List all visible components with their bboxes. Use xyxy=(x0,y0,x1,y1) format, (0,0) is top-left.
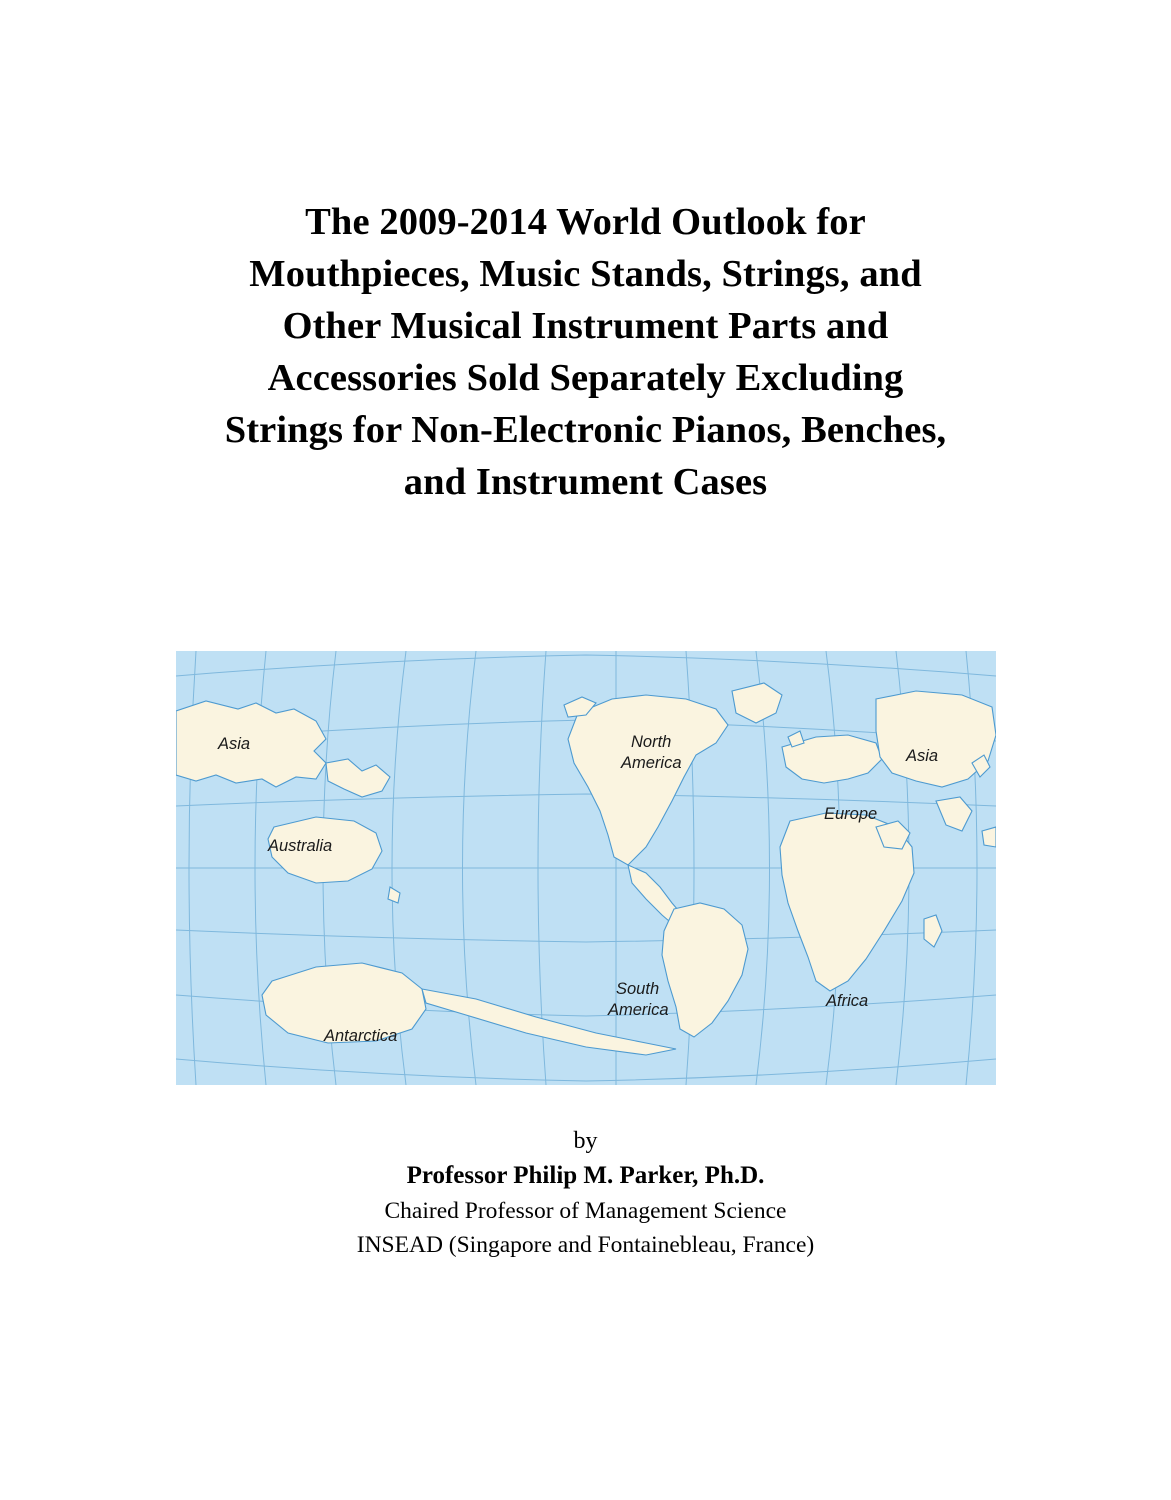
title-line-5: Strings for Non-Electronic Pianos, Benches, xyxy=(224,409,947,451)
title-line-2: Mouthpieces, Music Stands, Strings, and xyxy=(249,253,922,295)
map-label-south-america: America xyxy=(608,1001,669,1019)
byline-position: Chaired Professor of Management Science xyxy=(384,1198,787,1224)
title-line-6: and Instrument Cases xyxy=(403,461,768,503)
world-map-graphic xyxy=(176,651,996,1085)
map-label-north: North xyxy=(631,733,672,751)
byline-institution: INSEAD (Singapore and Fontainebleau, France) xyxy=(356,1232,815,1258)
map-label-north-america: America xyxy=(621,754,682,772)
map-label-antarctica: Antarctica xyxy=(324,1027,398,1045)
title-line-3: Other Musical Instrument Parts and xyxy=(282,305,889,347)
map-label-asia-west: Asia xyxy=(218,735,251,753)
byline xyxy=(120,1124,1051,1262)
map-label-asia-east: Asia xyxy=(906,747,939,765)
map-label-africa: Africa xyxy=(826,992,869,1010)
byline-by: by xyxy=(573,1128,598,1154)
title-line-4: Accessories Sold Separately Excluding xyxy=(267,357,904,399)
world-map-figure xyxy=(176,651,996,1085)
title-line-1: The 2009-2014 World Outlook for xyxy=(305,201,866,243)
byline-author: Professor Philip M. Parker, Ph.D. xyxy=(406,1162,765,1189)
land-asia-west xyxy=(176,701,326,787)
map-label-australia: Australia xyxy=(268,837,333,855)
map-label-europe: Europe xyxy=(824,805,878,823)
land-indonesia-east xyxy=(982,827,996,847)
map-label-south: South xyxy=(616,980,660,998)
page-title xyxy=(120,196,1051,508)
